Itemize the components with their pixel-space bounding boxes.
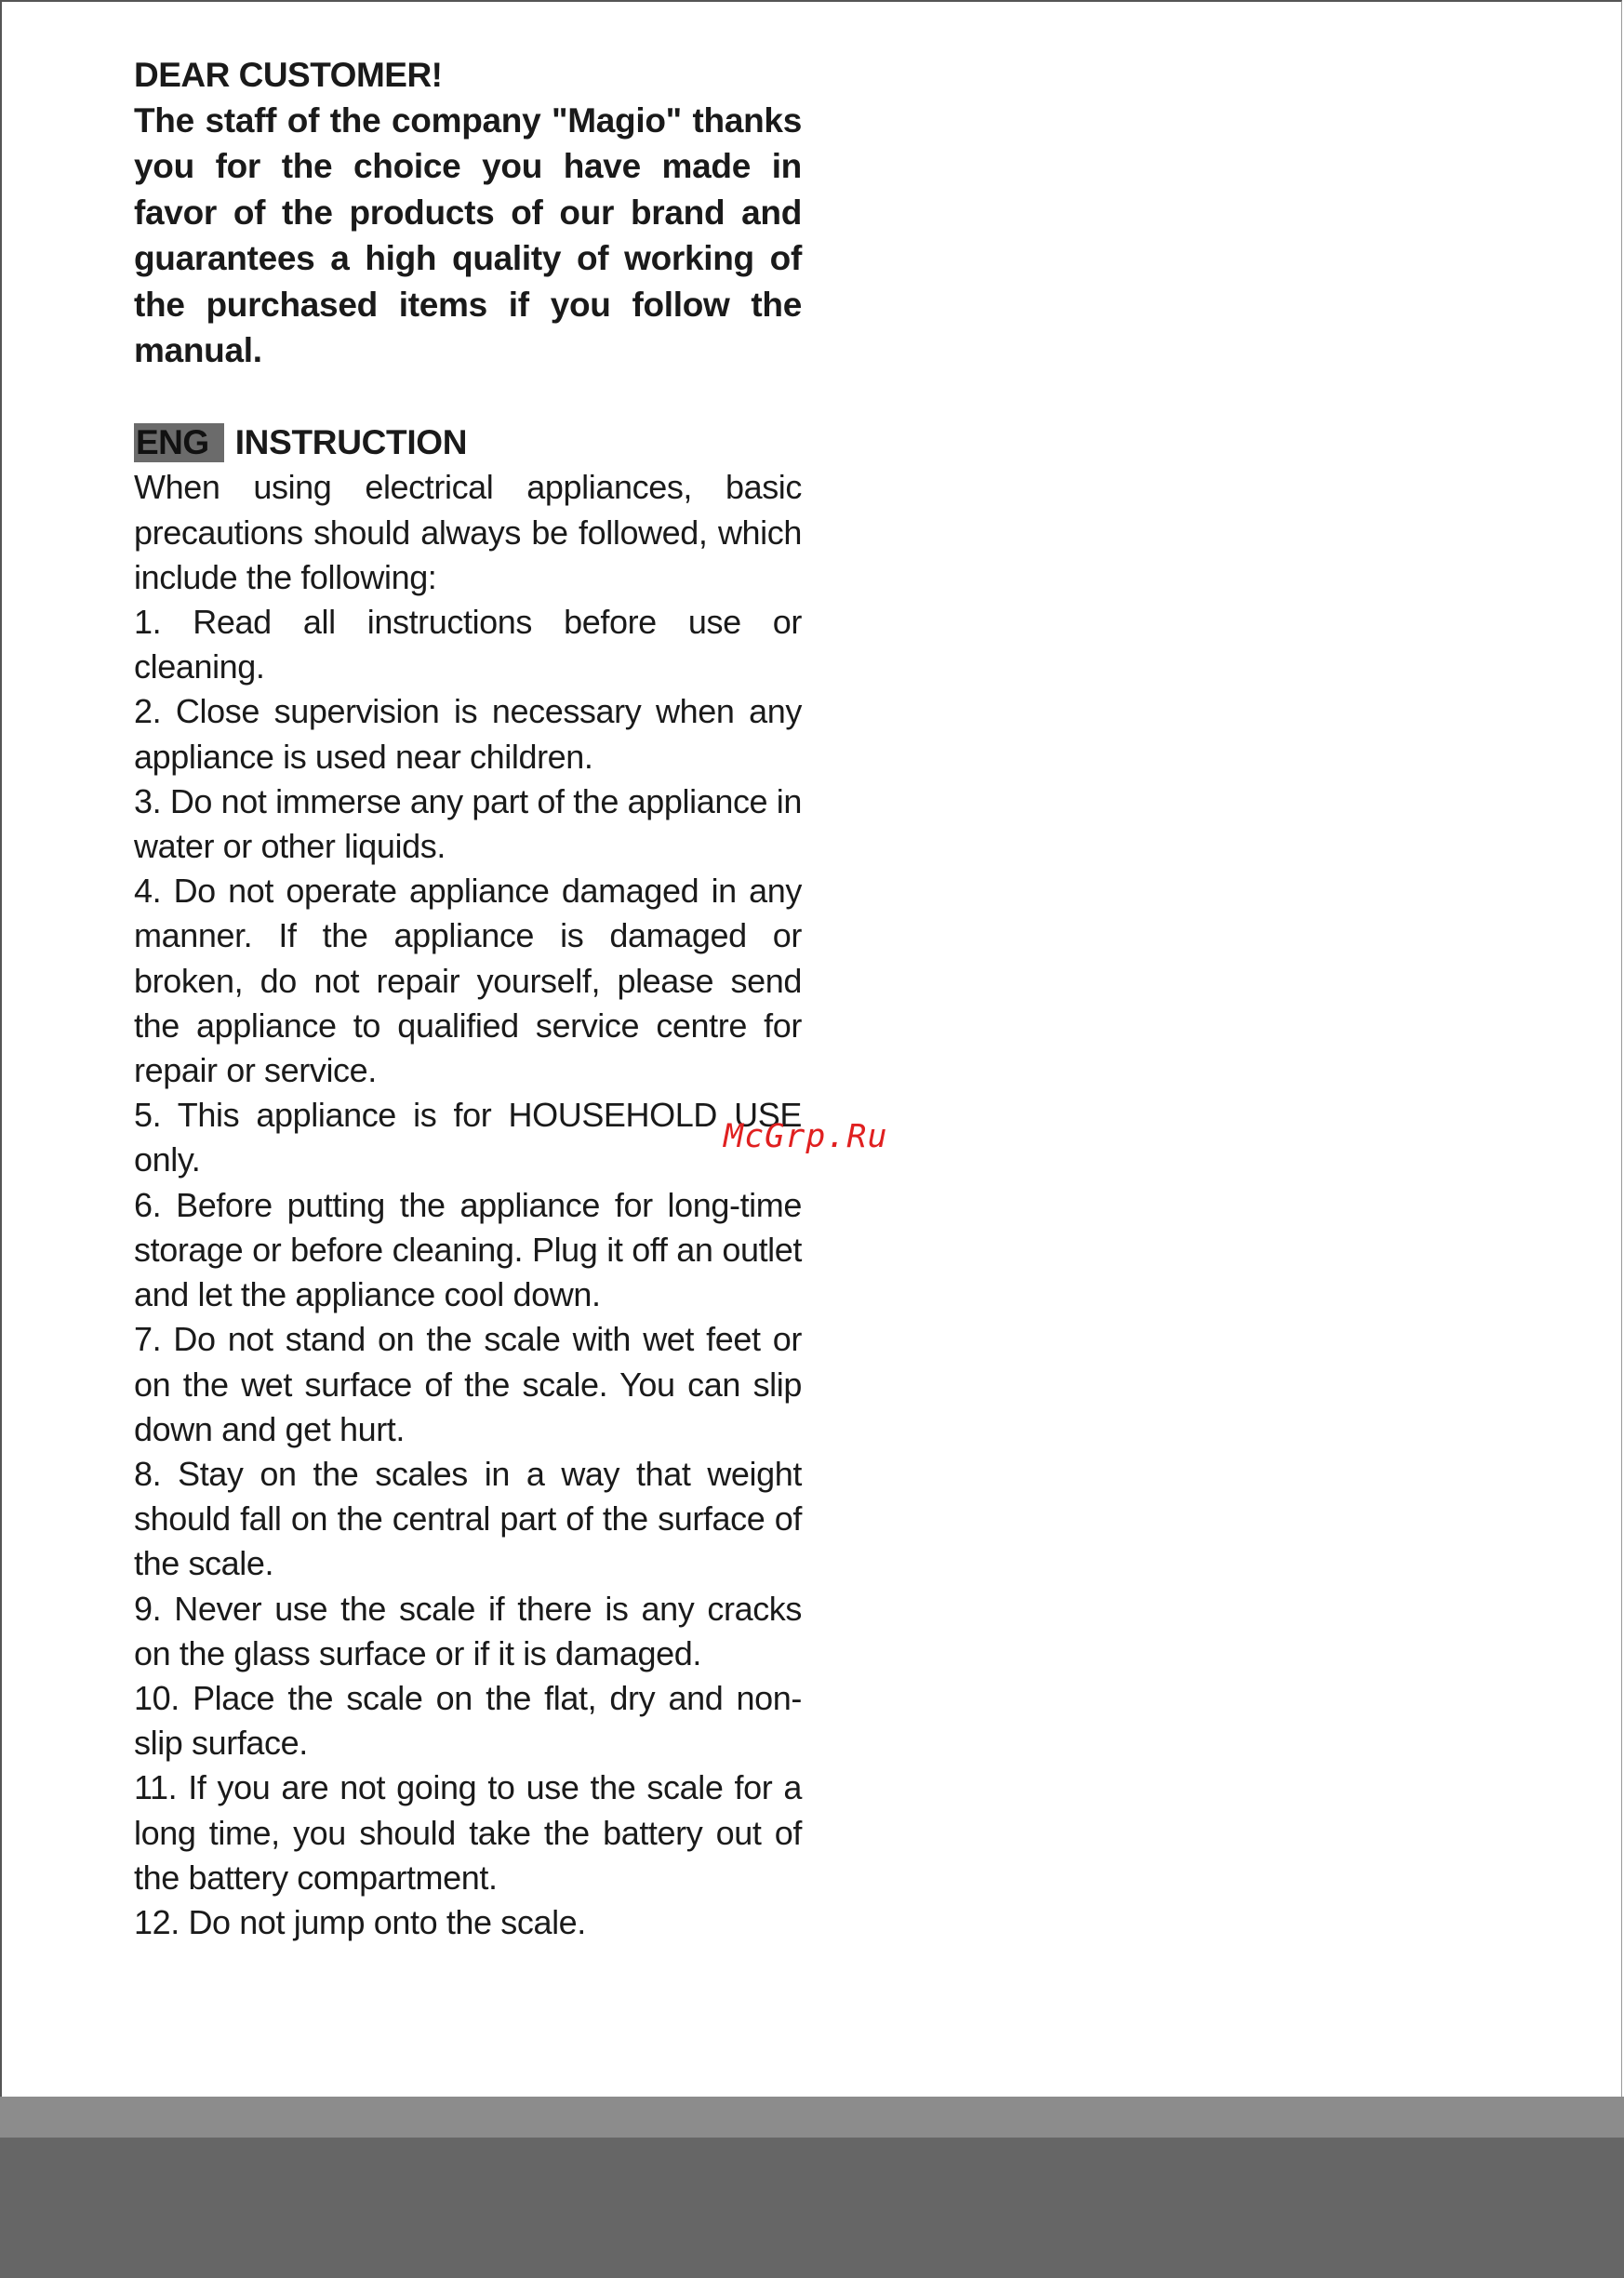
list-item: 1. Read all instructions before use or cleaning. [134,603,802,686]
list-item: 2. Close supervision is necessary when any appliance is used near children. [134,692,802,776]
watermark: McGrp.Ru [724,1118,888,1155]
section-title: INSTRUCTION [234,423,468,462]
list-item: 6. Before putting the appliance for long-time storage or before cleaning. Plug it off an outlet and let the appliance cool down. [134,1185,802,1314]
list-item: 8. Stay on the scales in a way that weight should fall on the central part of the surface of the scale. [134,1454,802,1583]
greeting-body: The staff of the company "Magio" thanks you for the choice you have made in favor of the products of our brand and guarantees a high quality of working of the purchased items if you follow the manual. [134,101,802,370]
greeting-title: DEAR CUSTOMER! [134,56,443,94]
instruction-body [134,465,802,1945]
intro-paragraph: When using electrical appliances, basic precautions should always be followed, which include the following: [134,468,802,596]
footer-band-dark [0,2138,1624,2278]
list-item: 11. If you are not going to use the scale for a long time, you should take the battery out of the battery compartment. [134,1768,802,1897]
list-item: 4. Do not operate appliance damaged in any manner. If the appliance is damaged or broken, do not repair yourself, please send the appliance to qualified service centre for repair or service. [134,872,802,1090]
list-item: 5. This appliance is for HOUSEHOLD USE only. [134,1096,802,1179]
list-item: 7. Do not stand on the scale with wet feet or on the wet surface of the scale. You can slip down and get hurt. [134,1320,802,1448]
list-item: 12. Do not jump onto the scale. [134,1902,586,1941]
list-item: 10. Place the scale on the flat, dry and non-slip surface. [134,1678,802,1763]
list-item: 3. Do not immerse any part of the appliance in water or other liquids. [134,781,803,866]
manual-content [134,52,802,1945]
section-header [134,420,802,465]
footer-band-light [0,2097,1624,2138]
language-badge: ENG [134,423,224,462]
list-item: 9. Never use the scale if there is any cracks on the glass surface or if it is damaged. [134,1589,802,1672]
